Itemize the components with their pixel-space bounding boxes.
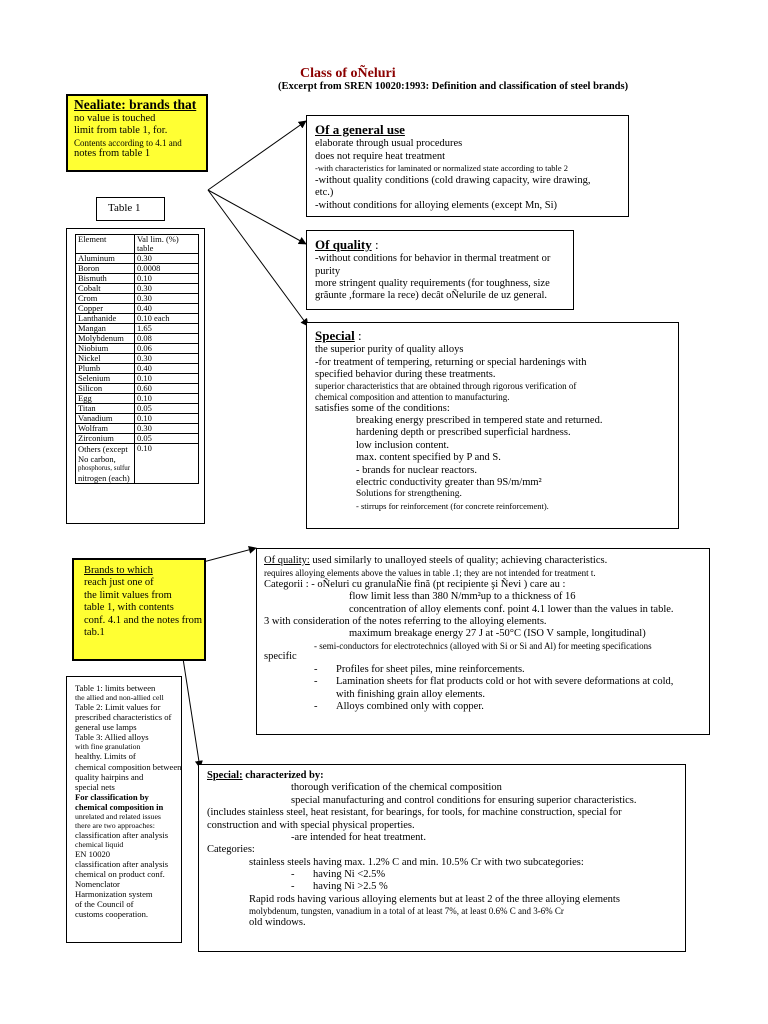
general-use-line: etc.) (315, 187, 334, 199)
nealiate-line: notes from table 1 (74, 148, 151, 160)
quality2-bullet: - Lamination sheets for flat products cold or hot with severe deformations at cold, (314, 676, 674, 688)
element-name-cell: Boron (76, 264, 135, 274)
element-name-cell: Plumb (76, 364, 135, 374)
table-row (76, 284, 199, 294)
left-note-line: unrelated and related issues (75, 811, 161, 821)
left-note-line: classification after analysis (75, 829, 169, 840)
quality2-line: - semi-conductors for electrotechnics (alloyed with Si or Si and Al) for meeting specifications (314, 640, 652, 651)
left-note-line: prescribed characteristics of (75, 712, 172, 723)
left-note-line: chemical composition in (75, 801, 164, 812)
element-value-cell: 0.30 (134, 284, 198, 294)
special2-line: molybdenum, tungsten, vanadium in a total of at least 7%, at least 0.6% C and 3-6% Cr (249, 906, 564, 917)
element-name-cell: Bismuth (76, 274, 135, 284)
special-line: specified behavior during these treatments. (315, 369, 496, 381)
left-note-line: classification after analysis (75, 859, 169, 870)
brands-which-box (72, 558, 206, 661)
element-value-cell: 0.30 (134, 254, 198, 264)
brands-which-line: reach just one of (84, 577, 154, 589)
special-condition: breaking energy prescribed in tempered state and returned. (356, 415, 603, 427)
left-note-line: quality hairpins and (75, 771, 144, 782)
special-condition: electric conductivity greater than 9S/m/mm² (356, 476, 542, 488)
left-note-line: of the Council of (75, 899, 134, 910)
special2-bullet: - having Ni <2.5% (291, 869, 386, 880)
general-use-line: -without conditions for alloying elements (except Mn, Si) (315, 199, 558, 211)
element-value-cell: 0.10 (134, 444, 198, 484)
nealiate-line: limit from table 1, for. (74, 125, 168, 137)
element-value-cell: 0.08 (134, 334, 198, 344)
brands-which-line: table 1, with contents (84, 602, 174, 614)
element-table-frame (66, 228, 205, 524)
special-condition: - stirrups for reinforcement (for concrete reinforcement). (356, 500, 549, 511)
brands-which-line: the limit values from (84, 589, 172, 601)
left-note-line: with fine granulation (75, 742, 141, 752)
special2-line: construction and with special physical properties. (207, 819, 415, 831)
special2-heading: Special: characterized by: (207, 770, 324, 781)
left-note-line: chemical composition between (75, 761, 182, 772)
quality2-line: concentration of alloy elements conf. point 4.1 lower than the values in table. (349, 603, 674, 615)
quality-line: grăunte ,formare la rece) decât oÑelurile de uz general. (315, 290, 548, 302)
quality2-bullet: - Profiles for sheet piles, mine reinforcements. (314, 663, 525, 675)
element-name-line: phosphorus, sulfur (78, 464, 131, 473)
table-row (76, 374, 199, 384)
arrow-to-special (208, 190, 308, 326)
element-table (75, 234, 199, 484)
element-name-cell: Wolfram (76, 424, 135, 434)
left-note-line: healthy. Limits of (75, 751, 136, 762)
quality2-line: with finishing grain alloy elements. (336, 688, 486, 700)
left-notes-box (66, 676, 182, 943)
element-name-cell: Copper (76, 304, 135, 314)
element-name-cell: Vanadium (76, 414, 135, 424)
element-name-cell: Selenium (76, 374, 135, 384)
left-note-line: For classification by (75, 791, 149, 802)
quality2-line: requires alloying elements above the values in table .1; they are not intended for treatment t. (264, 568, 596, 579)
element-value-cell: 0.10 (134, 414, 198, 424)
special-line: satisfies some of the conditions: (315, 402, 450, 414)
special-line: the superior purity of quality alloys (315, 344, 464, 356)
table-row (76, 384, 199, 394)
element-name-cell: Titan (76, 404, 135, 414)
arrow-to-quality (208, 190, 306, 244)
quality-line: -without conditions for behavior in thermal treatment or (315, 253, 551, 265)
element-value-cell: 0.10 (134, 374, 198, 384)
element-name-cell: Cobalt (76, 284, 135, 294)
special2-line: Rapid rods having various alloying elements but at least 2 of the three alloying elements (249, 893, 620, 905)
general-use-line: does not require heat treatment (315, 150, 446, 162)
element-name-line: No carbon, (78, 454, 116, 465)
left-note-line: there are two approaches: (75, 820, 155, 830)
left-note-line: EN 10020 (75, 849, 111, 860)
quality2-box (256, 548, 710, 735)
left-note-line: chemical liquid (75, 840, 124, 849)
table-row (76, 394, 199, 404)
element-value-cell: 0.40 (134, 304, 198, 314)
element-name-cell: Crom (76, 294, 135, 304)
special-line: superior characteristics that are obtained through rigorous verification of (315, 381, 577, 392)
quality-line: purity (315, 265, 341, 277)
table-row (76, 254, 199, 264)
table-row (76, 344, 199, 354)
special-condition: - brands for nuclear reactors. (356, 464, 477, 476)
element-value-cell: 1.65 (134, 324, 198, 334)
general-use-line: elaborate through usual procedures (315, 138, 463, 150)
quality-line: more stringent quality requirements (for toughness, size (315, 278, 550, 290)
nealiate-heading: Nealiate: brands that (74, 97, 197, 112)
element-value-cell: 0.0008 (134, 264, 198, 274)
element-value-cell: 0.30 (134, 294, 198, 304)
element-value-cell: 0.05 (134, 404, 198, 414)
special-line: -for treatment of tempering, returning or special hardenings with (315, 356, 587, 368)
table-row (76, 404, 199, 414)
general-use-line: -with characteristics for laminated or normalized state according to table 2 (315, 163, 569, 174)
element-name-cell: Lanthanide (76, 314, 135, 324)
element-value-cell: 0.30 (134, 424, 198, 434)
table-row (76, 304, 199, 314)
left-note-line: customs cooperation. (75, 909, 149, 920)
quality2-bullet: - Alloys combined only with copper. (314, 700, 484, 712)
table-row (76, 354, 199, 364)
page-title: Class of oÑeluri (300, 66, 396, 81)
quality-box (306, 230, 574, 310)
quality2-line: flow limit less than 380 N/mm²up to a thickness of 16 (349, 591, 576, 603)
special-heading: Special : (315, 328, 362, 343)
brands-which-line: Brands to which (84, 565, 153, 576)
element-value-cell: 0.40 (134, 364, 198, 374)
quality2-line: specific (264, 651, 297, 663)
element-name-cell: Nickel (76, 354, 135, 364)
brands-which-line: conf. 4.1 and the notes from (84, 614, 203, 626)
brands-which-line: tab.1 (84, 626, 105, 638)
general-use-heading: Of a general use (315, 122, 405, 137)
table-row (76, 424, 199, 434)
element-name-line: Others (except (78, 444, 128, 454)
special2-line: thorough verification of the chemical composition (291, 782, 502, 794)
table-row (76, 434, 199, 444)
table-header-row (76, 235, 199, 254)
element-value-cell: 0.06 (134, 344, 198, 354)
header-element: Element (76, 235, 135, 254)
element-name-cell: Egg (76, 394, 135, 404)
special-condition: max. content specified by P and S. (356, 452, 501, 464)
nealiate-line: no value is touched (74, 112, 156, 124)
special-line: chemical composition and attention to manufacturing. (315, 392, 510, 403)
element-name-cell: Silicon (76, 384, 135, 394)
special2-box (198, 764, 686, 952)
special2-line: Categories: (207, 844, 255, 856)
special2-line: old windows. (249, 916, 306, 928)
quality2-line: Categorii : - oÑeluri cu granulaÑie fină (pt recipiente şi Ñevi ) care au : (264, 578, 566, 590)
special2-line: special manufacturing and control conditions for ensuring superior characteristics. (291, 794, 637, 806)
element-value-cell: 0.30 (134, 354, 198, 364)
special2-line: (includes stainless steel, heat resistant, for bearings, for tools, for machine construction, special for (207, 807, 622, 819)
left-note-line: Nomenclator (75, 879, 120, 890)
table-row (76, 314, 199, 324)
element-name-cell: Mangan (76, 324, 135, 334)
special2-bullet: - having Ni >2.5 % (291, 881, 388, 893)
element-name-line: nitrogen (each) (78, 472, 130, 483)
element-value-cell: 0.10 (134, 274, 198, 284)
nealiate-line: Contents according to 4.1 and (74, 137, 182, 148)
general-use-line: -without quality conditions (cold drawing capacity, wire drawing, (315, 175, 591, 187)
left-note-line: Harmonization system (75, 889, 153, 900)
element-name-cell (76, 444, 135, 484)
special-condition: Solutions for strengthening. (356, 489, 462, 500)
quality2-line: 3 with consideration of the notes referring to the alloying elements. (264, 616, 547, 628)
left-note-line: the allied and non-allied cell (75, 693, 164, 703)
element-value-cell: 0.05 (134, 434, 198, 444)
header-value: Val lim. (%) table (134, 235, 198, 254)
element-name-cell: Niobium (76, 344, 135, 354)
special2-line: -are intended for heat treatment. (291, 831, 426, 843)
table-label: Table 1 (96, 197, 165, 221)
element-name-cell: Molybdenum (76, 334, 135, 344)
element-value-cell: 0.10 (134, 394, 198, 404)
special2-line: stainless steels having max. 1.2% C and min. 10.5% Cr with two subcategories: (249, 856, 584, 868)
table-row (76, 414, 199, 424)
nealiate-box (66, 94, 208, 172)
left-note-line: Table 1: limits between (75, 683, 156, 693)
arrow-to-general-use (208, 121, 306, 190)
table-row (76, 264, 199, 274)
page-subtitle: (Excerpt from SREN 10020:1993: Definition and classification of steel brands) (278, 81, 629, 92)
element-name-cell: Zirconium (76, 434, 135, 444)
table-row (76, 294, 199, 304)
quality-heading: Of quality : (315, 237, 379, 252)
left-note-line: Table 3: Allied alloys (75, 732, 149, 743)
table-row (76, 444, 199, 484)
special-condition: hardening depth or prescribed superficial hardness. (356, 427, 571, 439)
left-note-line: special nets (75, 781, 115, 792)
element-name-cell: Aluminum (76, 254, 135, 264)
left-note-line: chemical on product conf. (75, 869, 165, 880)
element-value-cell: 0.60 (134, 384, 198, 394)
left-note-line: general use lamps (75, 722, 137, 733)
table-row (76, 274, 199, 284)
quality2-heading: Of quality: used similarly to unalloyed steels of quality; achieving characteristics. (264, 555, 608, 566)
table-row (76, 334, 199, 344)
table-row (76, 364, 199, 374)
quality2-line: maximum breakage energy 27 J at -50°C (ISO V sample, longitudinal) (349, 628, 646, 640)
general-use-box (306, 115, 629, 217)
left-note-line: Table 2: Limit values for (75, 702, 161, 713)
special-box (306, 322, 679, 529)
element-value-cell: 0.10 each (134, 314, 198, 324)
table-row (76, 324, 199, 334)
special-condition: low inclusion content. (356, 439, 450, 451)
